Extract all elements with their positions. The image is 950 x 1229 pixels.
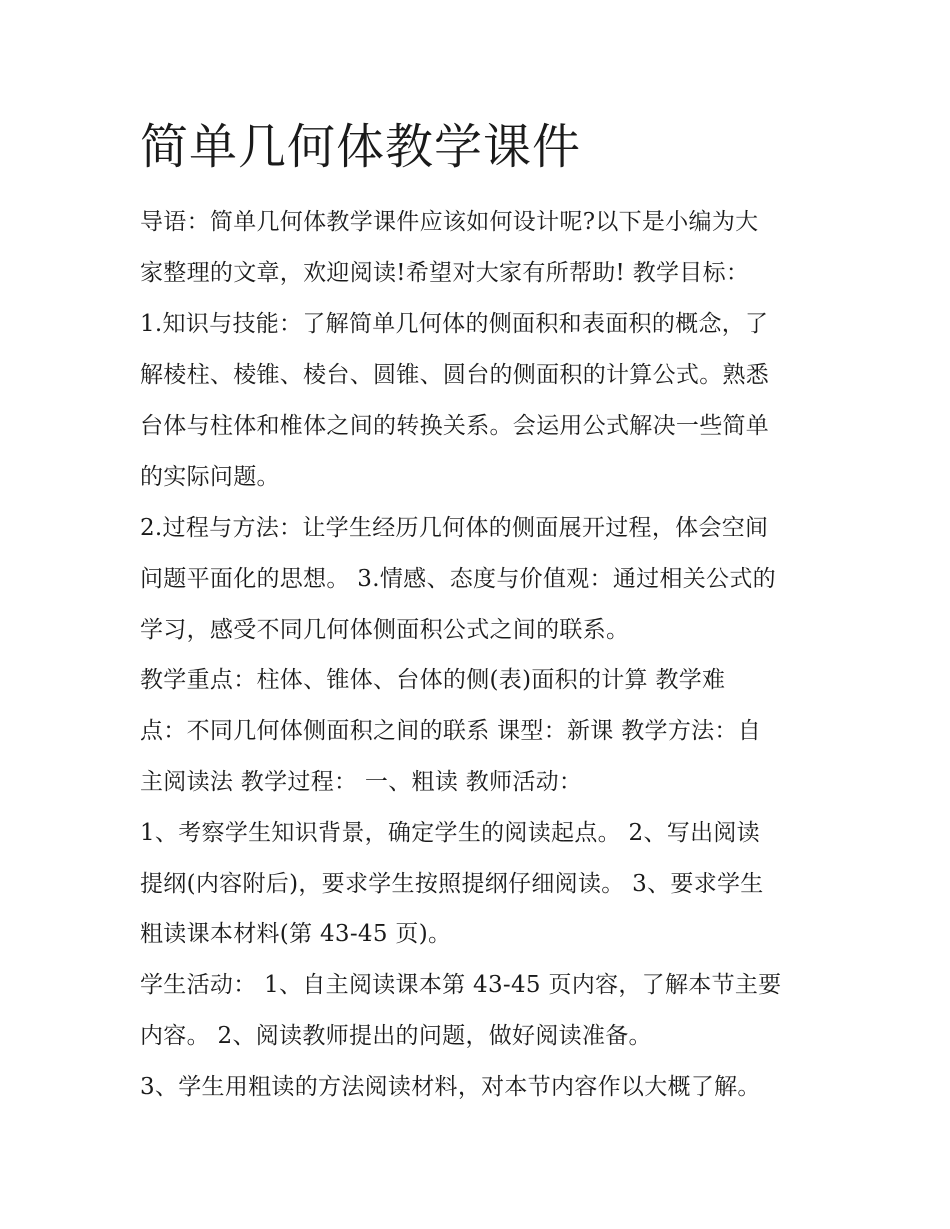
text-line-9: 学习，感受不同几何体侧面积公式之间的联系。 xyxy=(140,617,630,643)
text-line-4: 解棱柱、棱锥、棱台、圆锥、圆台的侧面积的计算公式。熟悉 xyxy=(140,362,770,388)
text-line-13: 1、考察学生知识背景，确定学生的阅读起点。 2、写出阅读 xyxy=(140,820,760,846)
text-line-15: 粗读课本材料(第 43-45 页)。 xyxy=(140,921,452,947)
text-line-10: 教学重点：柱体、锥体、台体的侧(表)面积的计算 教学难 xyxy=(140,667,726,693)
text-line-5: 台体与柱体和椎体之间的转换关系。会运用公式解决一些简单 xyxy=(140,413,770,439)
text-line-1: 导语：简单几何体教学课件应该如何设计呢?以下是小编为大 xyxy=(140,209,759,235)
text-line-14: 提纲(内容附后)，要求学生按照提纲仔细阅读。 3、要求学生 xyxy=(140,871,764,897)
text-line-18: 3、学生用粗读的方法阅读材料，对本节内容作以大概了解。 xyxy=(140,1074,761,1100)
text-line-8: 问题平面化的思想。 3.情感、态度与价值观：通过相关公式的 xyxy=(140,566,776,592)
text-line-3: 1.知识与技能：了解简单几何体的侧面积和表面积的概念，了 xyxy=(140,311,769,337)
text-line-16: 学生活动： 1、自主阅读课本第 43-45 页内容，了解本节主要 xyxy=(140,972,782,998)
text-line-6: 的实际问题。 xyxy=(140,464,280,490)
text-line-17: 内容。 2、阅读教师提出的问题，做好阅读准备。 xyxy=(140,1023,652,1049)
text-line-2: 家整理的文章，欢迎阅读!希望对大家有所帮助! 教学目标： xyxy=(140,260,750,286)
document-title: 简单几何体教学课件 xyxy=(140,119,582,175)
text-line-12: 主阅读法 教学过程： 一、粗读 教师活动： xyxy=(140,769,583,795)
text-line-7: 2.过程与方法：让学生经历几何体的侧面展开过程，体会空间 xyxy=(140,515,769,541)
text-line-11: 点：不同几何体侧面积之间的联系 课型：新课 教学方法：自 xyxy=(140,718,762,744)
